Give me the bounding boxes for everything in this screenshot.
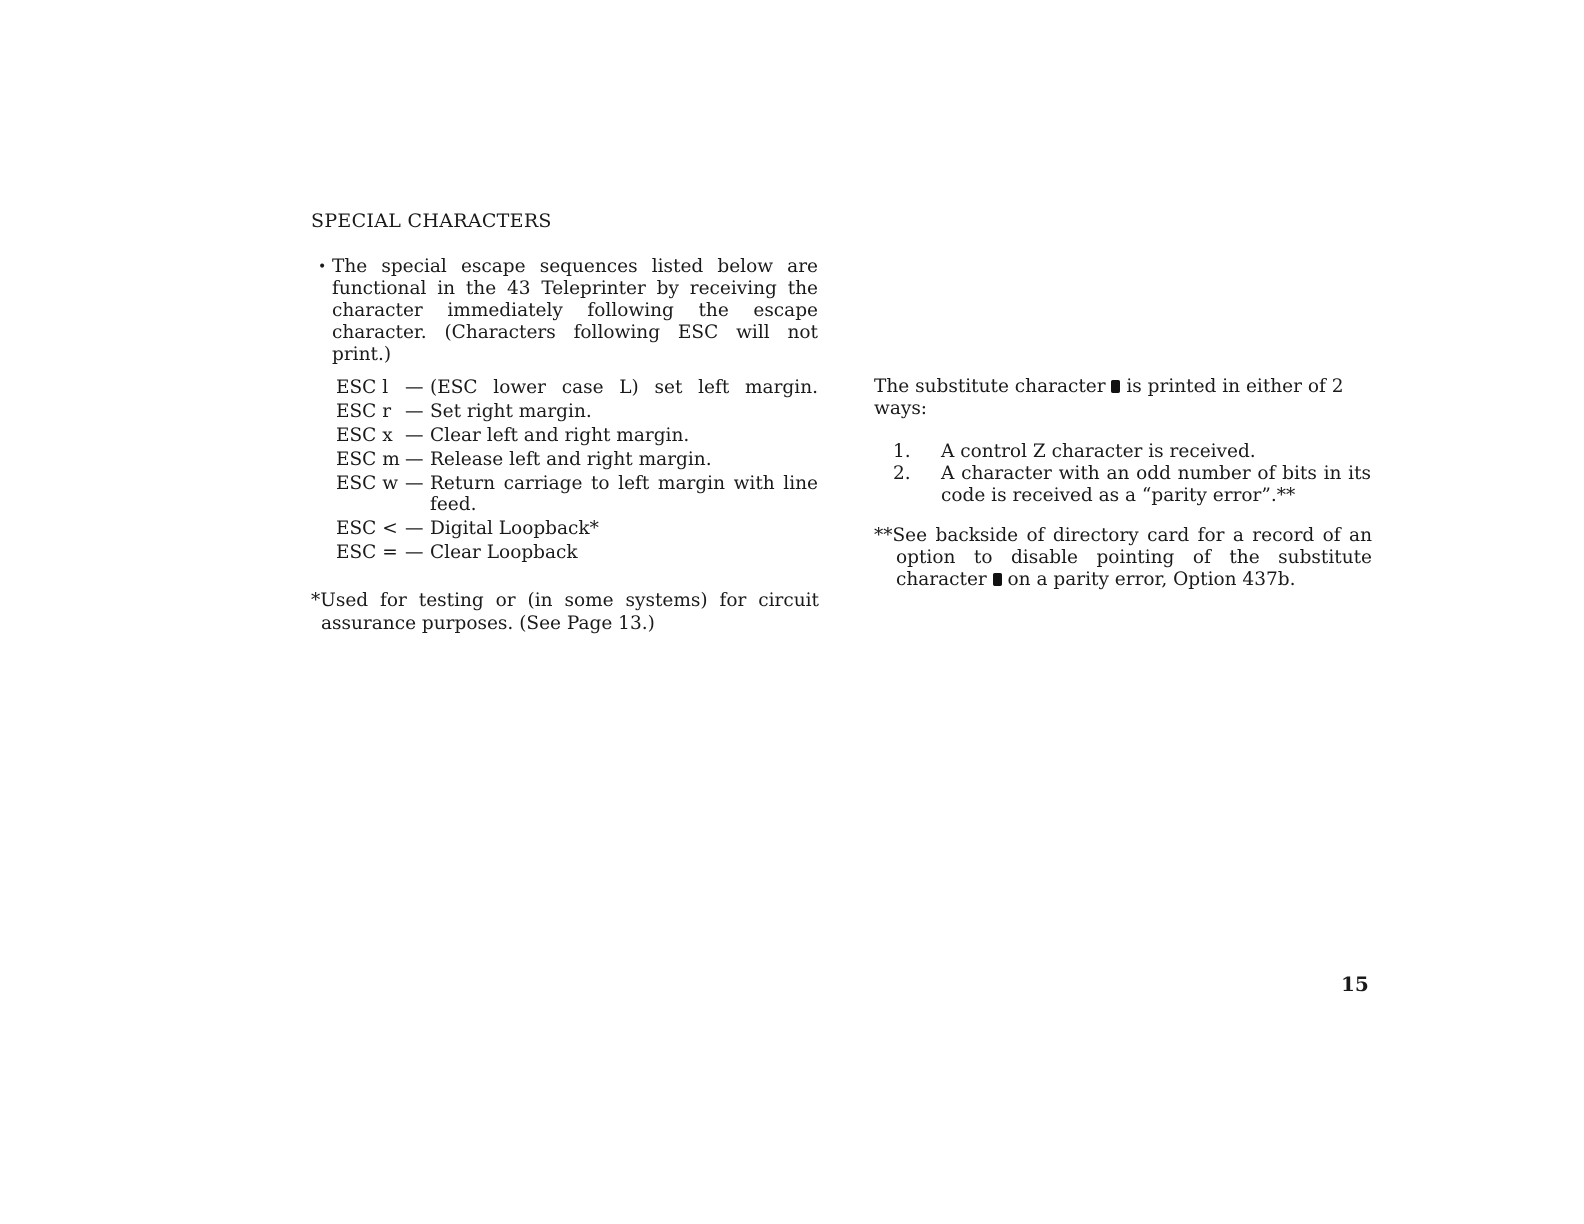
dash: — <box>405 377 424 398</box>
dash: — <box>405 518 424 539</box>
escape-key: ESC < <box>336 518 398 539</box>
escape-sequence-row <box>336 542 818 563</box>
escape-key: ESC x <box>336 425 393 446</box>
list-number: 1. <box>893 441 911 462</box>
list-item <box>893 463 1371 507</box>
list-item <box>893 441 1371 463</box>
list-number: 2. <box>893 463 911 484</box>
loopback-footnote <box>311 589 819 635</box>
escape-description: Digital Loopback* <box>430 518 599 539</box>
escape-key: ESC w <box>336 473 399 494</box>
escape-description: Set right margin. <box>430 401 592 422</box>
dash: — <box>405 449 424 470</box>
substitute-text-before: The substitute character <box>874 376 1106 397</box>
footnote-line: assurance purposes. (See Page 13.) <box>321 613 655 634</box>
footnote-line: **See backside of directory card for a record of an <box>874 525 1372 546</box>
escape-description: Clear left and right margin. <box>430 425 690 446</box>
bullet-icon: • <box>318 259 327 275</box>
escape-description: Return carriage to left margin with line feed. <box>430 473 818 515</box>
escape-sequence-row <box>336 518 818 539</box>
escape-key: ESC m <box>336 449 400 470</box>
escape-sequence-list <box>336 377 818 566</box>
intro-paragraph <box>318 256 818 366</box>
substitute-text-after: is printed in either of 2 ways: <box>874 376 1344 419</box>
escape-sequence-row <box>336 473 818 515</box>
list-text: A character with an odd number of bits in its code is received as a “parity error”.** <box>941 463 1371 506</box>
intro-text: The special escape sequences listed below are functional in the 43 Teleprinter by receiving the character immediately following the escape character. (Characters following ESC will not print.) <box>332 256 818 365</box>
dash: — <box>405 401 424 422</box>
ways-list <box>893 441 1371 507</box>
escape-sequence-row <box>336 449 818 470</box>
substitute-paragraph <box>874 376 1374 420</box>
dash: — <box>405 473 424 494</box>
escape-sequence-row <box>336 377 818 398</box>
escape-key: ESC r <box>336 401 392 422</box>
escape-description: (ESC lower case L) set left margin. <box>430 377 818 398</box>
escape-key: ESC l <box>336 377 389 398</box>
escape-key: ESC = <box>336 542 398 563</box>
footnote-middle: option to disable pointing of the substitute character <box>896 547 1372 590</box>
footnote-continuation <box>874 547 1372 591</box>
escape-sequence-row <box>336 425 818 446</box>
dash: — <box>405 542 424 563</box>
substitute-block-icon <box>1111 380 1120 393</box>
dash: — <box>405 425 424 446</box>
escape-description: Clear Loopback <box>430 542 578 563</box>
footnote-line: *Used for testing or (in some systems) for circuit <box>311 590 819 611</box>
footnote-end: on a parity error, Option 437b. <box>1007 569 1296 590</box>
substitute-block-icon <box>993 573 1002 586</box>
parity-footnote <box>874 525 1372 591</box>
escape-description: Release left and right margin. <box>430 449 712 470</box>
section-heading: SPECIAL CHARACTERS <box>311 210 552 232</box>
escape-sequence-row <box>336 401 818 422</box>
page-number: 15 <box>1341 972 1369 996</box>
list-text: A control Z character is received. <box>941 441 1256 462</box>
